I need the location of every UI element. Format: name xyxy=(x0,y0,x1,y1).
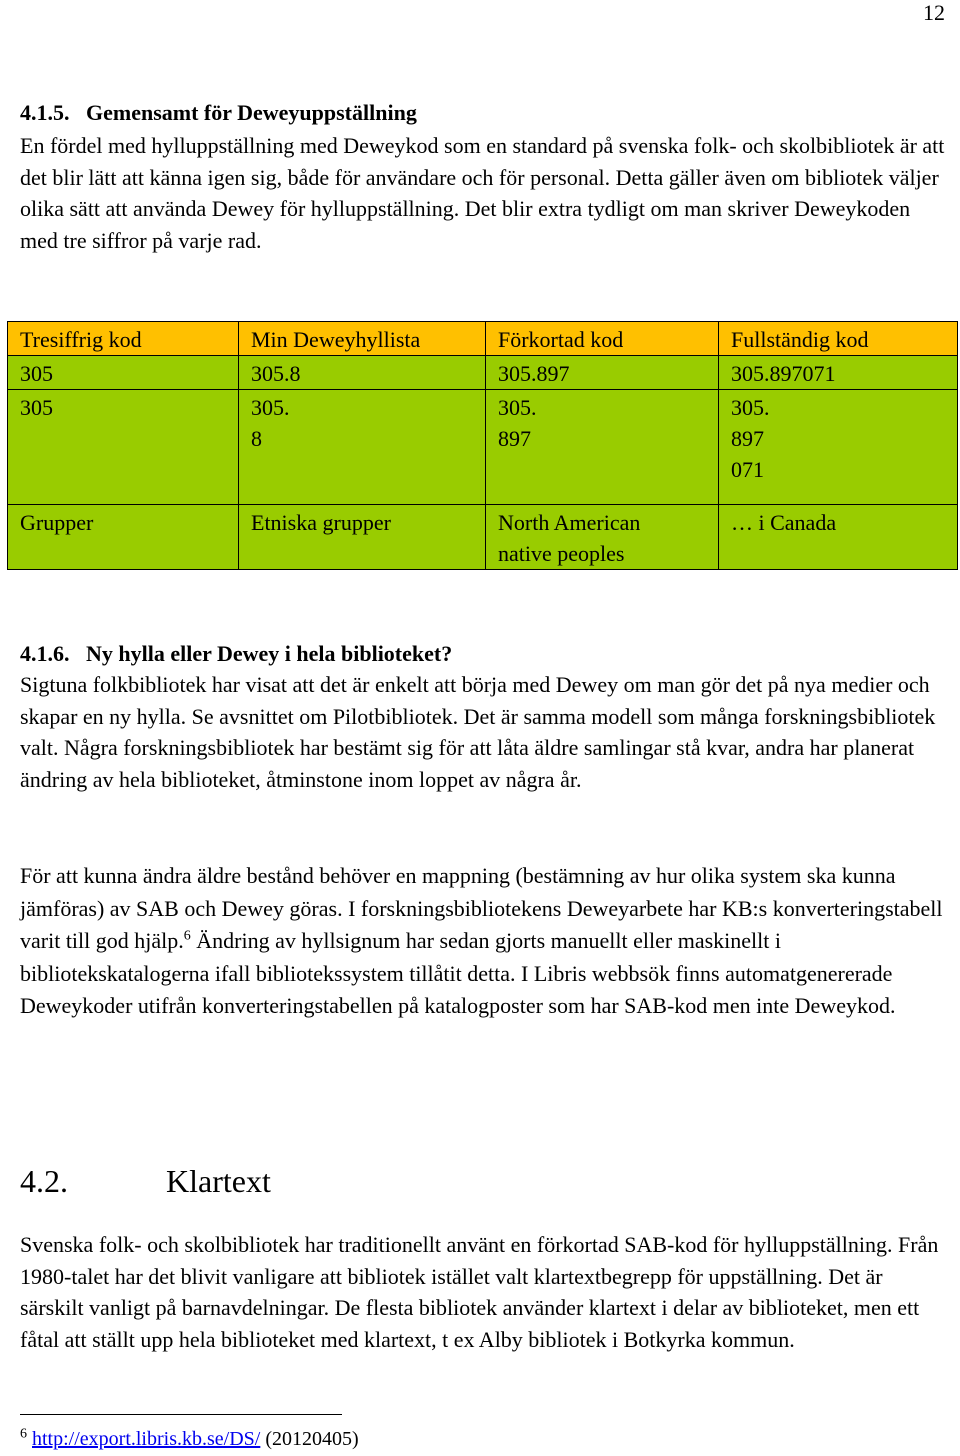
table-cell: 305 xyxy=(8,356,239,390)
table-cell: 305.897 xyxy=(486,356,719,390)
table-cell xyxy=(8,390,239,505)
table-cell xyxy=(486,505,719,570)
code-line: 305. xyxy=(731,395,770,420)
table-cell-text: North American native peoples xyxy=(498,510,641,566)
table-cell: 305.897071 xyxy=(719,356,958,390)
section-number: 4.2. xyxy=(20,1163,68,1199)
table-row xyxy=(8,505,958,570)
paragraph-klartext: Svenska folk- och skolbibliotek har traditionellt använt en förkortad SAB-kod för hylluppställning. Från 1980-talet har det blivit vanligare att bibliotek istället valt klartextbegrepp för uppställning. Det är särskilt vanligt på barnavdelningar. De flesta bibliotek använder klartext i delar av biblioteket, men ett fåtal att ställt upp hela biblioteket med klartext, t ex Alby bibliotek i Botkyrka kommun. xyxy=(20,1232,939,1352)
paragraph-mappning xyxy=(20,860,950,1023)
table-cell: … i Canada xyxy=(719,505,958,570)
section-heading-4-2 xyxy=(20,1163,271,1200)
section-heading-4-1-6 xyxy=(20,641,452,667)
table-cell xyxy=(486,390,719,505)
code-line: 305 xyxy=(20,395,53,420)
code-line: 897 xyxy=(731,426,764,451)
section-number: 4.1.5. xyxy=(20,100,70,125)
footnote-separator xyxy=(20,1414,342,1415)
table-row xyxy=(8,390,958,505)
table-cell xyxy=(239,390,486,505)
page-number: 12 xyxy=(923,0,945,25)
table-cell: Grupper xyxy=(8,505,239,570)
section-title: Gemensamt för Deweyuppställning xyxy=(86,100,417,125)
code-line: 305. xyxy=(251,395,290,420)
table-row xyxy=(8,356,958,390)
table-header-cell: Förkortad kod xyxy=(486,322,719,356)
section-title: Klartext xyxy=(166,1163,271,1199)
dewey-example-table xyxy=(7,321,958,570)
table-cell xyxy=(719,390,958,505)
footnote-link[interactable]: http://export.libris.kb.se/DS/ xyxy=(32,1428,261,1450)
code-line: 071 xyxy=(731,457,764,482)
paragraph-sigtuna: Sigtuna folkbibliotek har visat att det är enkelt att börja med Dewey om man gör det på nya medier och skapar en ny hylla. Se avsnittet om Pilotbibliotek. Det är samma modell som många forskningsbibliotek valt. Några forskningsbibliotek har bestämt sig för att låta äldre samlingar stå kvar, andra har planerat ändring av hela biblioteket, åtminstone inom loppet av några år. xyxy=(20,672,936,792)
intro-paragraph: En fördel med hylluppställning med Deweykod som en standard på svenska folk- och skolbibliotek är att det blir lätt att känna igen sig, både för användare och för personal. Detta gäller även om bibliotek väljer olika sätt att använda Dewey för hylluppställning. Det blir extra tydligt om man skriver Deweykoden med tre siffror på varje rad. xyxy=(20,133,945,253)
table-header-row xyxy=(8,322,958,356)
paragraph-text: För att kunna ändra äldre bestånd behöver en mappning (bestämning av hur olika system ska kunna jämföras) av SAB och Dewey göras. I forskningsbibliotekens Deweyarbete har KB:s konverteringstabell varit till god hjälp. xyxy=(20,863,943,953)
footnote xyxy=(20,1428,359,1451)
code-line: 305. xyxy=(498,395,537,420)
table-cell: 305.8 xyxy=(239,356,486,390)
table-cell: Etniska grupper xyxy=(239,505,486,570)
table-header-cell: Fullständig kod xyxy=(719,322,958,356)
table-header-cell: Tresiffrig kod xyxy=(8,322,239,356)
footnote-date: (20120405) xyxy=(265,1428,359,1450)
code-line: 8 xyxy=(251,426,262,451)
footnote-number: 6 xyxy=(20,1426,27,1442)
code-line: 897 xyxy=(498,426,531,451)
section-number: 4.1.6. xyxy=(20,641,70,666)
table-header-cell: Min Deweyhyllista xyxy=(239,322,486,356)
section-heading-4-1-5 xyxy=(20,100,417,126)
paragraph-text: Ändring av hyllsignum har sedan gjorts manuellt eller maskinellt i bibliotekskatalogerna ifall bibliotekssystem tillåtit detta. I Libris webbsök finns automatgenererade Deweykoder utifrån konverteringstabellen på katalogposter som har SAB-kod men inte Deweykod. xyxy=(20,928,896,1018)
footnote-reference[interactable]: 6 xyxy=(183,928,191,944)
section-title: Ny hylla eller Dewey i hela biblioteket? xyxy=(86,641,453,666)
